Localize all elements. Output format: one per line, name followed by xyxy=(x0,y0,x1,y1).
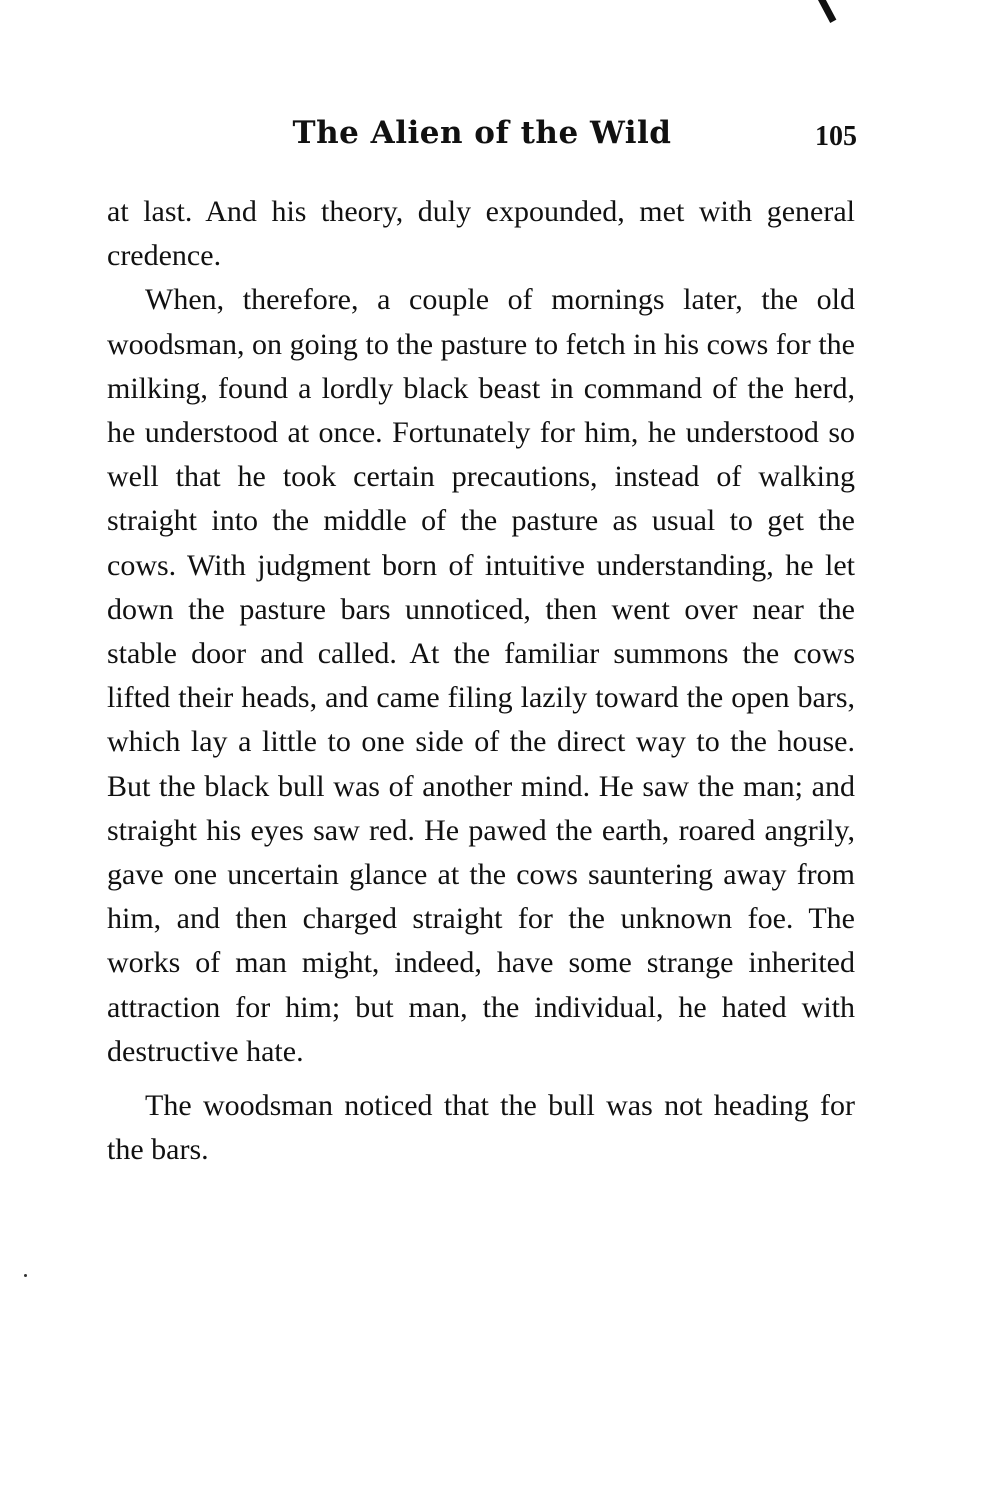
paragraph: When, therefore, a couple of mornings later, the old woodsman, on going to the pasture to fetch in his cows for the milking, found a lordly black beast in command of the herd, he understood at once. Fortunately for him, he understood so well that he took certain precautions, instead of walking straight into the middle of the pasture as usual to get the cows. With judgment born of intuitive understanding, he let down the pasture bars unnoticed, then went over near the stable door and called. At the familiar summons the cows lifted their heads, and came filing lazily toward the open bars, which lay a little to one side of the direct way to the house. But the black bull was of another mind. He saw the man; and straight his eyes saw red. He pawed the earth, roared angrily, gave one uncertain glance at the cows sauntering away from him, and then charged straight for the unknown foe. The works of man might, indeed, have some strange inherited attraction for him; but man, the individual, he hated with destructive hate. xyxy=(107,283,855,1068)
page-number: 105 xyxy=(815,121,857,152)
running-title: The Alien of the Wild xyxy=(292,115,672,151)
body-text xyxy=(107,190,855,1172)
scan-mark xyxy=(818,0,836,23)
page-header xyxy=(107,115,857,165)
scan-speck xyxy=(24,1274,27,1277)
paragraph: at last. And his theory, duly expounded, met with general credence. xyxy=(107,195,855,273)
paragraph: The woodsman noticed that the bull was not heading for the bars. xyxy=(107,1089,855,1167)
